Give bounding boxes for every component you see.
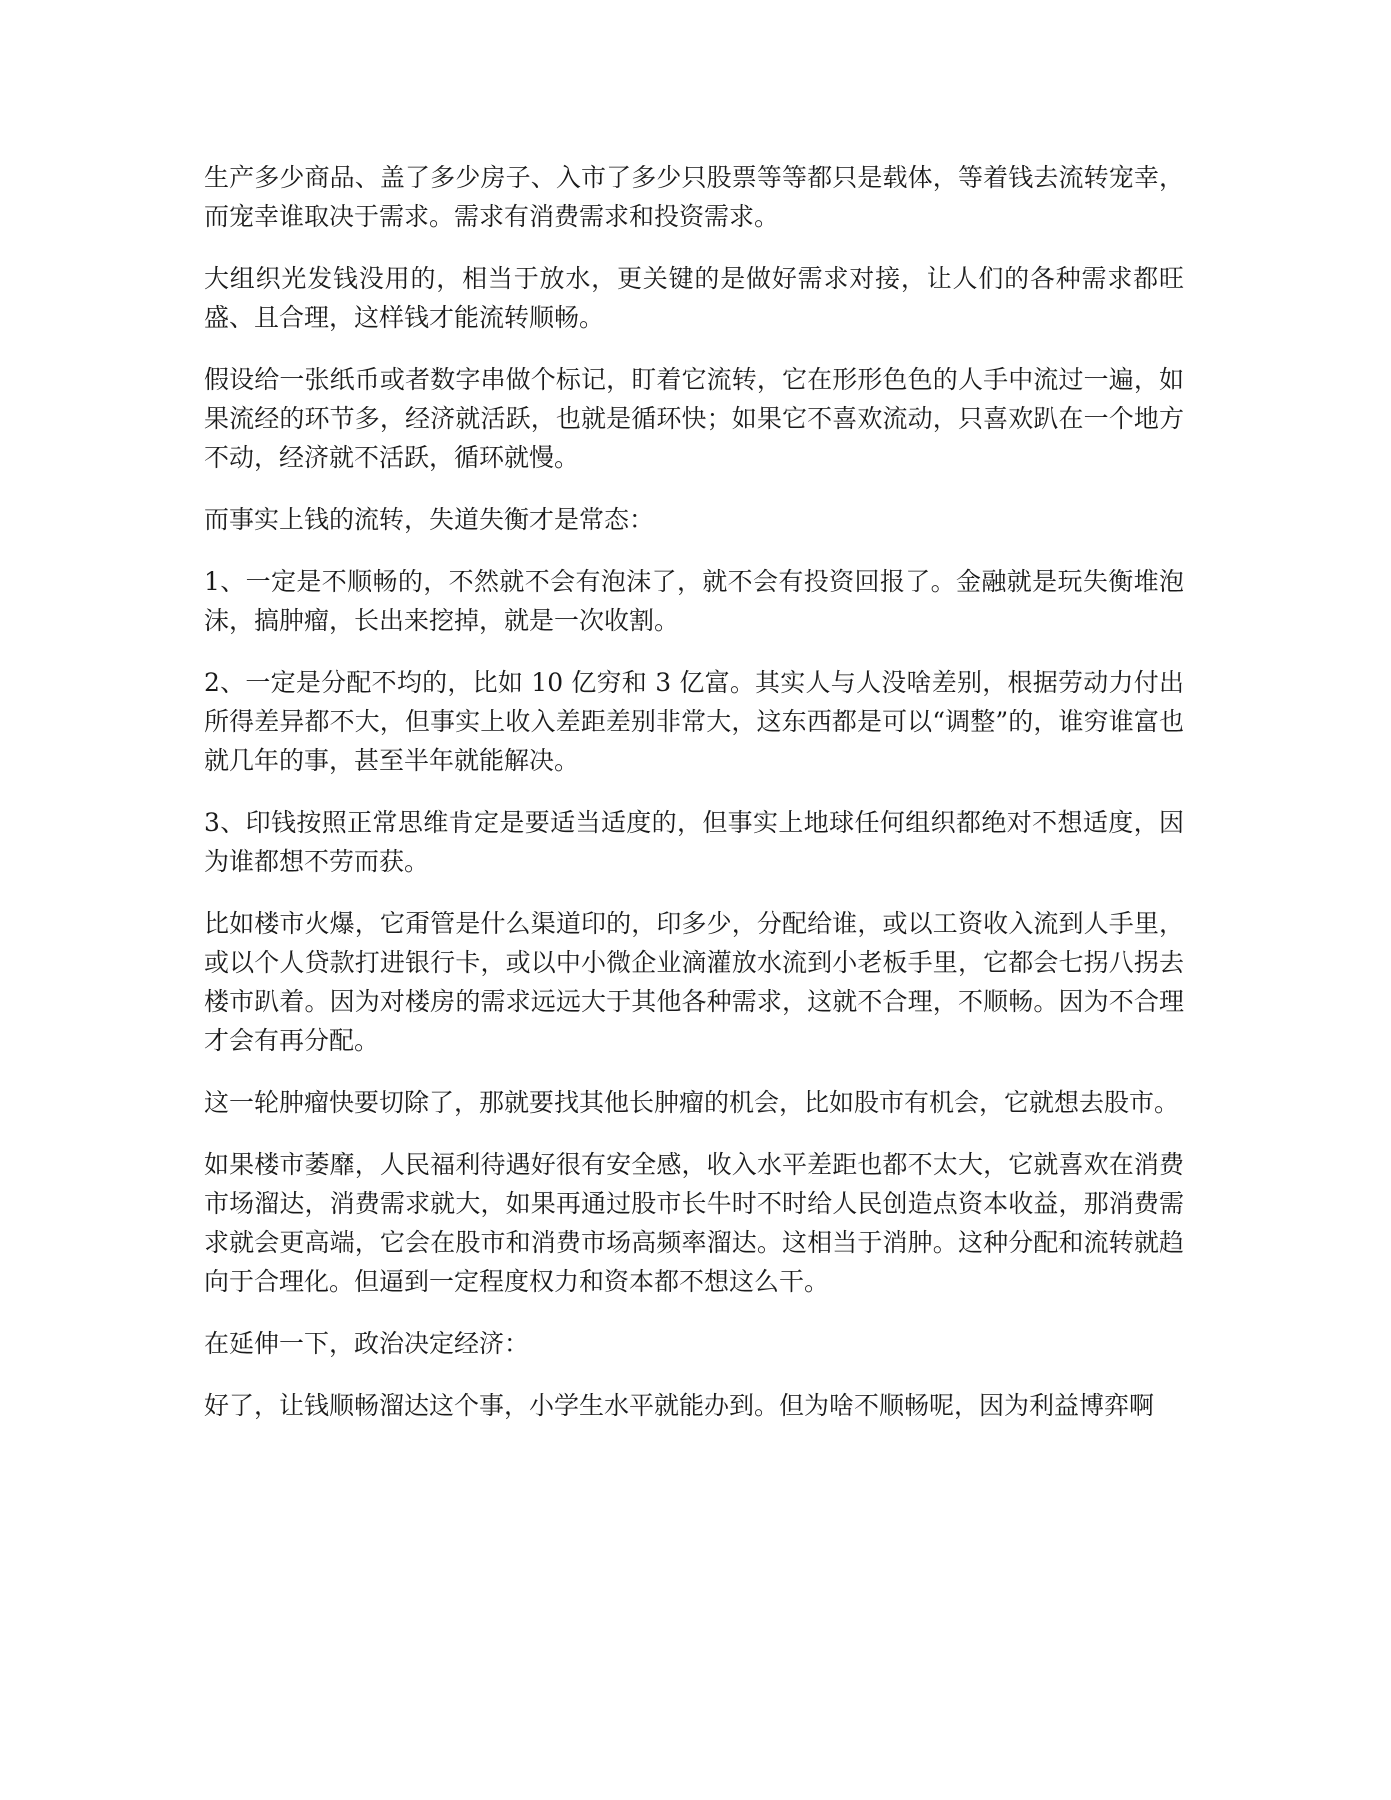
paragraph-9: 这一轮肿瘤快要切除了，那就要找其他长肿瘤的机会，比如股市有机会，它就想去股市。 (204, 1088, 1180, 1117)
paragraph-10: 如果楼市萎靡，人民福利待遇好很有安全感，收入水平差距也都不太大，它就喜欢在消费市场溜达，消费需求就大，如果再通过股市长牛时不时给人民创造点资本收益，那消费需求就会更高端，它会在股市和消费市场高频率溜达。这相当于消肿。这种分配和流转就趋向于合理化。但逼到一定程度权力和资本都不想这么干。 (204, 1150, 1184, 1296)
paragraph-5: 1、一定是不顺畅的，不然就不会有泡沫了，就不会有投资回报了。金融就是玩失衡堆泡沫，搞肿瘤，长出来挖掉，就是一次收割。 (204, 567, 1184, 635)
paragraph-8: 比如楼市火爆，它甭管是什么渠道印的，印多少，分配给谁，或以工资收入流到人手里，或以个人贷款打进银行卡，或以中小微企业滴灌放水流到小老板手里，它都会七拐八拐去楼市趴着。因为对楼房的需求远远大于其他各种需求，这就不合理，不顺畅。因为不合理才会有再分配。 (204, 909, 1184, 1055)
paragraph-12: 好了，让钱顺畅溜达这个事，小学生水平就能办到。但为啥不顺畅呢，因为利益博弈啊 (204, 1391, 1155, 1420)
paragraph-1: 生产多少商品、盖了多少房子、入市了多少只股票等等都只是载体，等着钱去流转宠幸，而宠幸谁取决于需求。需求有消费需求和投资需求。 (204, 163, 1184, 231)
paragraph-2: 大组织光发钱没用的，相当于放水，更关键的是做好需求对接，让人们的各种需求都旺盛、且合理，这样钱才能流转顺畅。 (204, 264, 1184, 332)
paragraph-4: 而事实上钱的流转，失道失衡才是常态： (204, 505, 655, 534)
paragraph-7: 3、印钱按照正常思维肯定是要适当适度的，但事实上地球任何组织都绝对不想适度，因为谁都想不劳而获。 (204, 808, 1184, 876)
paragraph-11: 在延伸一下，政治决定经济： (204, 1329, 530, 1358)
paragraph-6: 2、一定是分配不均的，比如 10 亿穷和 3 亿富。其实人与人没啥差别，根据劳动力付出所得差异都不大，但事实上收入差距差别非常大，这东西都是可以“调整”的，谁穷谁富也就几年的事，甚至半年就能解决。 (204, 668, 1184, 775)
paragraph-3: 假设给一张纸币或者数字串做个标记，盯着它流转，它在形形色色的人手中流过一遍，如果流经的环节多，经济就活跃，也就是循环快；如果它不喜欢流动，只喜欢趴在一个地方不动，经济就不活跃，循环就慢。 (204, 365, 1184, 472)
article-body (204, 158, 1184, 1420)
